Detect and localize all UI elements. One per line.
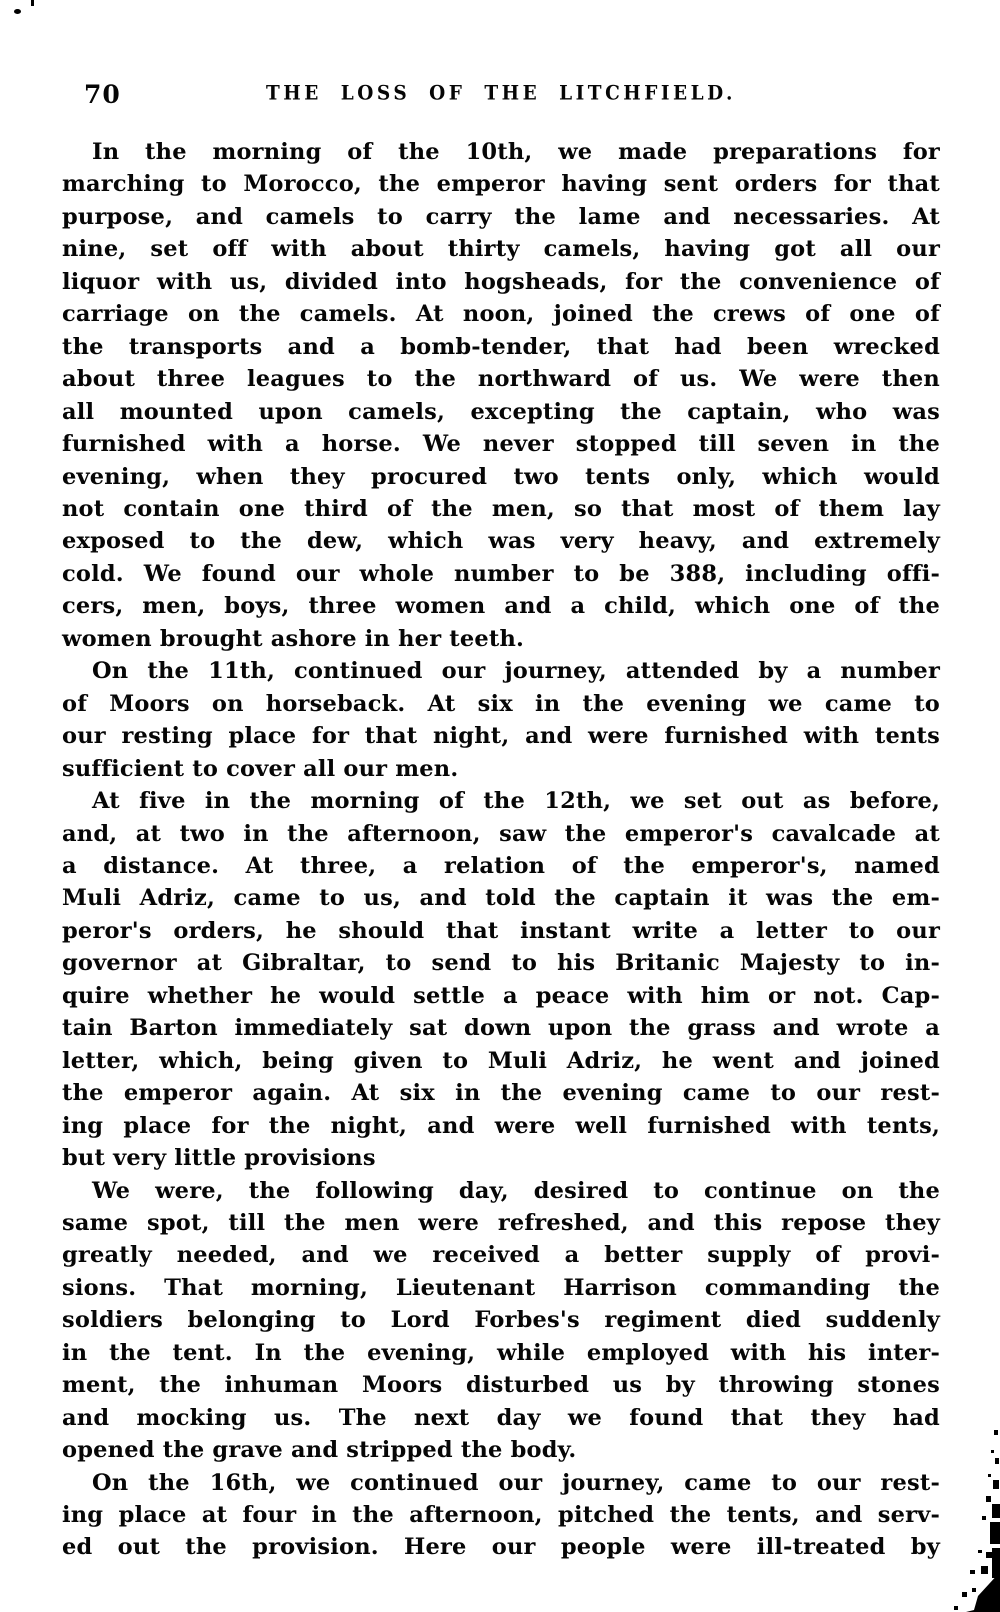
text-line: but very little provisions (62, 1145, 376, 1172)
text-line: and mocking us. The next day we found that they had (62, 1404, 940, 1431)
text-line: not contain one third of the men, so that most of them lay (62, 495, 940, 522)
text-line: cold. We found our whole number to be 388, including offi- (62, 560, 940, 587)
text-line: We were, the following day, desired to continue on the (92, 1177, 940, 1204)
text-line: and, at two in the afternoon, saw the emperor's cavalcade at (62, 820, 940, 847)
text-line: purpose, and camels to carry the lame and necessaries. At (62, 203, 940, 230)
text-line: sufficient to cover all our men. (62, 755, 459, 782)
text-line: In the morning of the 10th, we made preparations for (92, 139, 940, 165)
text-line: tain Barton immediately sat down upon the grass and wrote a (62, 1015, 940, 1042)
page-body (62, 136, 940, 1564)
page-header (62, 80, 940, 114)
text-line: soldiers belonging to Lord Forbes's regiment died suddenly (62, 1307, 940, 1334)
text-line: in the tent. In the evening, while employed with his inter- (62, 1339, 940, 1366)
text-line: marching to Morocco, the emperor having sent orders for that (62, 171, 940, 198)
text-line: evening, when they procured two tents only, which would (62, 463, 940, 490)
text-line: ment, the inhuman Moors disturbed us by throwing stones (62, 1372, 940, 1399)
text-line: about three leagues to the northward of us. We were then (62, 366, 940, 393)
text-line: On the 11th, continued our journey, attended by a number (92, 658, 940, 685)
text-line: quire whether he would settle a peace with him or not. Cap- (62, 982, 940, 1009)
text-line: a distance. At three, a relation of the emperor's, named (62, 852, 940, 879)
text-line: of Moors on horseback. At six in the evening we came to (62, 690, 940, 717)
page-number: 70 (84, 80, 121, 109)
text-line: same spot, till the men were refreshed, and this repose they (62, 1209, 940, 1236)
scan-artifact-bottom-right (948, 1412, 1000, 1612)
text-line: all mounted upon camels, excepting the captain, who was (62, 398, 940, 425)
text-line: women brought ashore in her teeth. (62, 625, 525, 652)
text-line: carriage on the camels. At noon, joined the crews of one of (62, 301, 940, 328)
ink-speck-top-edge (31, 0, 34, 6)
text-line: peror's orders, he should that instant write a letter to our (62, 917, 940, 944)
text-line: At five in the morning of the 12th, we set out as before, (92, 788, 940, 815)
text-line: furnished with a horse. We never stopped till seven in the (62, 431, 940, 458)
text-line: greatly needed, and we received a better supply of provi- (62, 1242, 940, 1269)
paragraph (62, 1467, 940, 1564)
text-line: Muli Adriz, came to us, and told the captain it was the em- (62, 885, 940, 912)
text-line: the transports and a bomb-tender, that had been wrecked (62, 333, 940, 360)
text-line: our resting place for that night, and were furnished with tents (62, 723, 940, 750)
paragraph (62, 1175, 940, 1467)
text-line: letter, which, being given to Muli Adriz, he went and joined (62, 1047, 940, 1074)
paragraph (62, 136, 940, 655)
paragraph (62, 785, 940, 1174)
text-line: exposed to the dew, which was very heavy, and extremely (62, 528, 940, 555)
text-line: cers, men, boys, three women and a child, which one of the (62, 593, 940, 620)
text-line: nine, set off with about thirty camels, having got all our (62, 236, 940, 263)
text-line: On the 16th, we continued our journey, came to our rest- (92, 1469, 940, 1496)
text-line: ed out the provision. Here our people were ill-treated by (62, 1534, 940, 1561)
paragraph (62, 655, 940, 785)
text-line: the emperor again. At six in the evening came to our rest- (62, 1080, 940, 1107)
text-line: ing place at four in the afternoon, pitched the tents, and serv- (62, 1502, 940, 1529)
text-line: ing place for the night, and were well furnished with tents, (62, 1112, 940, 1139)
ink-speck-top-left (14, 9, 21, 14)
text-line: governor at Gibraltar, to send to his Britanic Majesty to in- (62, 950, 940, 977)
text-line: liquor with us, divided into hogsheads, for the convenience of (62, 268, 940, 295)
text-line: opened the grave and stripped the body. (62, 1437, 577, 1464)
text-line: sions. That morning, Lieutenant Harrison commanding the (62, 1274, 940, 1301)
running-title: THE LOSS OF THE LITCHFIELD. (266, 82, 736, 105)
